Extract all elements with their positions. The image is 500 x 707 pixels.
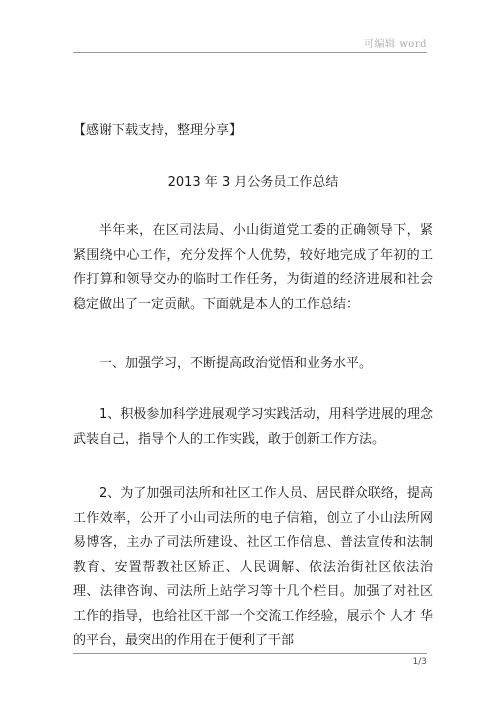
section-heading: 一、加强学习，不断提高政治觉悟和业务水平。: [99, 356, 373, 371]
paragraph: 1、积极参加科学进展观学习实践活动，用科学进展的理念武装自己，指导个人的工作实践，敢于创新工作方法。: [73, 407, 433, 447]
notice-text: 【感谢下载支持，整理分享】: [73, 123, 243, 138]
header-rule: [73, 52, 427, 53]
header-label: 可编辑 word: [364, 39, 427, 50]
page-number: 1/3: [412, 657, 427, 667]
paragraph: 半年来，在区司法局、小山街道党工委的正确领导下，紧紧围绕中心工作，充分发挥个人优势，较好地完成了年初的工作打算和领导交办的临时工作任务，为街道的经济进展和社会稳定做出了一定贡献。下面就是本人的工作总结：: [73, 223, 433, 312]
paragraph: 2、为了加强司法所和社区工作人员、居民群众联络，提高工作效率，公开了小山司法所的电子信箱，创立了小山法所网易博客，主办了司法所建设、社区工作信息、普法宣传和法制教育、安置帮教社区矫正、人民调解、依法治街社区依法治理、法律咨询、司法所上站学习等十几个栏目。加强了对社区工作的指导，也给社区干部一个交流工作经验，展示个 人才 华的平台，最突出的作用在于便利了干部: [73, 486, 433, 648]
footer-rule: [73, 653, 427, 654]
document-title: 2013 年 3 月公务员工作总结: [167, 175, 339, 190]
